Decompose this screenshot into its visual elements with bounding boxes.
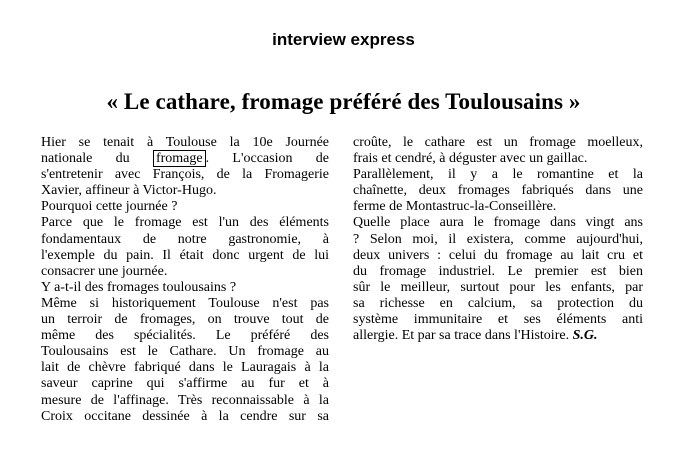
- answer-2-continued: croûte, le cathare est un fromage moelleux, frais et cendré, à déguster avec un gaillac.: [353, 135, 643, 167]
- article-column-right: [353, 135, 643, 344]
- section-rubric: interview express: [272, 30, 415, 49]
- author-signature: S.G.: [572, 328, 598, 344]
- article-column-left: [41, 135, 329, 425]
- question-2: Y a-t-il des fromages toulousains ?: [41, 279, 237, 295]
- question-3-and-answer: Quelle place aura le fromage dans vingt ans ? Selon moi, il existera, comme aujourd'hui, deux univers : celui du fromage au lait cru et du fromage industriel. Le premier est bien sûr le meilleur, surtout pour les enfants, par sa richesse en calcium, sa protection du système immunitaire et ses éléments anti allergie. Et par sa trace dans l'Histoire. S.G.: [353, 215, 643, 344]
- paragraph-parallel: Parallèlement, il y a le romantine et la chaînette, deux fromages fabriqués dans une ferme de Montastruc-la-Conseillère.: [353, 167, 643, 215]
- intro-paragraph: Hier se tenait à Toulouse la 10e Journée nationale du fromage . L'occasion de s'entretenir avec François, de la Fromagerie Xavier, affineur à Victor-Hugo.: [41, 135, 329, 199]
- answer-1: Parce que le fromage est l'un des éléments fondamentaux de notre gastronomie, à l'exemple du pain. Il était donc urgent de lui consacrer une journée.: [41, 215, 329, 279]
- question-1: Pourquoi cette journée ?: [41, 199, 178, 215]
- article-headline: « Le cathare, fromage préféré des Toulousains »: [106, 89, 581, 114]
- highlighted-word: fromage: [153, 150, 206, 167]
- answer-2: Même si historiquement Toulouse n'est pas un terroir de fromages, on trouve tout de même des spécialités. Le préféré des Toulousains est le Cathare. Un fromage au lait de chèvre fabriqué dans le Lauragais à la saveur caprine qui s'affirme au fur et à mesure de l'affinage. Très reconnaissable à la Croix occitane dessinée à la cendre sur sa: [41, 295, 329, 424]
